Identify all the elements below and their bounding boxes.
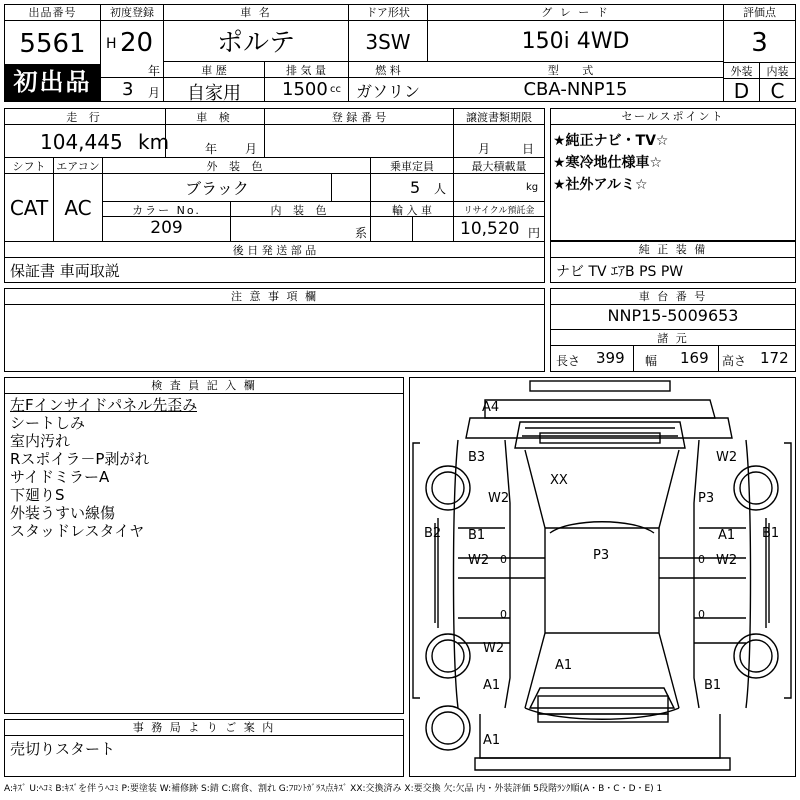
int-label: 内装 [766, 65, 789, 78]
mark-w2-midright: W2 [716, 553, 738, 568]
fuel: ガソリン [355, 82, 420, 101]
load-unit: kg [526, 182, 539, 193]
inspector-item: 外装うすい線傷 [10, 504, 116, 522]
score-label: 評価点 [724, 5, 795, 21]
inspection-label: 車 検 [196, 111, 234, 124]
later-parts: 保証書 車両取説 [10, 262, 120, 280]
grade: 150i 4WD [521, 29, 630, 54]
chassis-label: 車 台 番 号 [551, 289, 795, 305]
equipment: ナビ TV ｴｱB PS PW [556, 264, 684, 280]
mileage-unit: km [138, 130, 170, 154]
ac-label: エアコン [56, 160, 100, 173]
mark-zero: 0 [500, 553, 507, 566]
mileage: 104,445 [40, 130, 123, 154]
inspector-item: 室内汚れ [10, 432, 71, 450]
inspector-item: サイドミラーA [10, 468, 110, 486]
mark-b2: B2 [424, 526, 442, 541]
length: 399 [596, 349, 625, 367]
int-grade: C [770, 79, 785, 103]
ext-grade: D [733, 79, 750, 103]
ext-label: 外装 [730, 65, 753, 78]
first-reg-label: 初度登録 [101, 5, 163, 21]
insp-year-unit: 年 [205, 142, 218, 156]
mark-w2-bottomleft: W2 [483, 641, 505, 656]
displacement: 1500 [282, 79, 328, 100]
history-label: 車 歴 [201, 64, 227, 77]
office-note: 売切りスタート [10, 740, 116, 758]
capacity-unit: 人 [434, 182, 447, 196]
sales-point: ★寒冷地仕様車☆ [553, 155, 663, 171]
inspector-label: 検 査 員 記 入 欄 [5, 378, 403, 394]
mark-b1-bottomright: B1 [704, 678, 722, 693]
inspector-item: シートしみ [10, 414, 86, 432]
transfer-day: 日 [522, 142, 535, 156]
mark-a1-bottom: A1 [483, 733, 501, 748]
mark-w2-midleft: W2 [468, 553, 490, 568]
disp-label: 排 気 量 [286, 64, 326, 77]
chassis-number: NNP15-5009653 [607, 306, 739, 325]
mark-w2-tr: W2 [716, 450, 738, 465]
insp-month-unit: 月 [245, 142, 258, 156]
width-label: 幅 [645, 354, 658, 368]
car-diagram [409, 377, 796, 777]
transfer-month: 月 [478, 142, 491, 156]
dims-label: 諸 元 [657, 332, 689, 345]
car-name: ポルテ [216, 28, 295, 58]
month-unit: 月 [148, 86, 161, 100]
mark-a1-bottomleft: A1 [483, 678, 501, 693]
ac: AC [64, 196, 92, 220]
color-number: 209 [150, 218, 183, 238]
reg-label: 登 録 番 号 [331, 111, 387, 124]
mark-zero: 0 [698, 553, 705, 566]
recycle-fee: 10,520 [460, 219, 520, 239]
office-label: 事 務 局 よ り ご 案 内 [5, 720, 403, 736]
mark-b3: B3 [468, 450, 486, 465]
mark-zero: 0 [698, 608, 705, 621]
load-label: 最大積載量 [471, 160, 527, 173]
sales-point: ★社外アルミ☆ [553, 177, 648, 193]
inspector-item: 左Fインサイドパネル先歪み [10, 396, 198, 414]
recycle-unit: 円 [528, 226, 541, 240]
grade-label: グ レ ー ド [428, 5, 723, 21]
inspector-item: Rスポイラ－P剥がれ [10, 450, 150, 468]
inspector-item: 下廻りS [10, 486, 65, 504]
history: 自家用 [187, 83, 241, 104]
mark-a1-center: A1 [555, 658, 573, 673]
fuel-label: 燃 料 [375, 64, 401, 77]
door-label: ドア形状 [349, 5, 427, 21]
first-listing-badge: 初出品 [5, 64, 100, 101]
car-name-label: 車 名 [164, 5, 348, 21]
first-reg-month: 3 [122, 79, 134, 100]
sales-point: ★純正ナビ・TV☆ [553, 133, 669, 149]
equipment-label: 純 正 装 備 [551, 242, 795, 258]
disp-unit: cc [330, 84, 341, 95]
intcolor-unit: 系 [355, 226, 368, 240]
score: 3 [751, 28, 768, 58]
mark-a1-right: A1 [718, 528, 736, 543]
mark-zero: 0 [500, 608, 507, 621]
mark-b1-right: B1 [762, 526, 780, 541]
color-label: 外 装 色 [206, 160, 267, 173]
mark-w2-left: W2 [488, 491, 510, 506]
shift: CAT [9, 196, 49, 220]
mark-p3-center: P3 [593, 548, 610, 563]
model: CBA-NNP15 [523, 79, 628, 100]
height-label: 高さ [722, 354, 747, 368]
length-label: 長さ [556, 354, 581, 368]
recycle-label: リサイクル預託金 [463, 206, 535, 216]
capacity-label: 乗車定員 [390, 160, 434, 173]
colorno-label: カラー No. [132, 204, 201, 217]
door-type: 3SW [365, 30, 411, 54]
era: H [106, 36, 117, 52]
shift-label: シフト [12, 160, 46, 173]
lot-label: 出品番号 [5, 5, 100, 21]
mark-b1-left: B1 [468, 528, 486, 543]
transfer-label: 譲渡書類期限 [466, 111, 532, 124]
year-unit: 年 [148, 64, 161, 78]
intcolor-label: 内 装 色 [270, 204, 331, 217]
inspector-item: スタッドレスタイヤ [10, 522, 145, 540]
import-label: 輸 入 車 [392, 204, 432, 217]
first-reg-year: 20 [120, 28, 154, 58]
legend: A:ｷｽﾞ U:ﾍｺﾐ B:ｷｽﾞを伴うﾍｺﾐ P:要塗装 W:補修跡 S:錆 C:腐食、割れ G:ﾌﾛﾝﾄｶﾞﾗｽ点ｷｽﾞ XX:交換済み X:要交換 欠:欠品 内・外装評価 5段階ﾗﾝｸ順(A・B・C・D・E) 1 [4, 784, 663, 794]
height: 172 [760, 349, 789, 367]
notes-label: 注 意 事 項 欄 [5, 289, 544, 305]
mileage-label: 走 行 [66, 111, 104, 124]
later-parts-label: 後 日 発 送 部 品 [232, 244, 317, 257]
width: 169 [680, 349, 709, 367]
mark-xx: XX [550, 473, 568, 488]
exterior-color: ブラック [185, 179, 249, 198]
mark-a4: A4 [482, 400, 500, 415]
capacity: 5 [410, 178, 421, 197]
mark-p3-right: P3 [698, 491, 715, 506]
lot-number: 5561 [19, 29, 86, 59]
sales-points-label: セールスポイント [551, 109, 795, 125]
model-label: 型 式 [547, 64, 604, 77]
